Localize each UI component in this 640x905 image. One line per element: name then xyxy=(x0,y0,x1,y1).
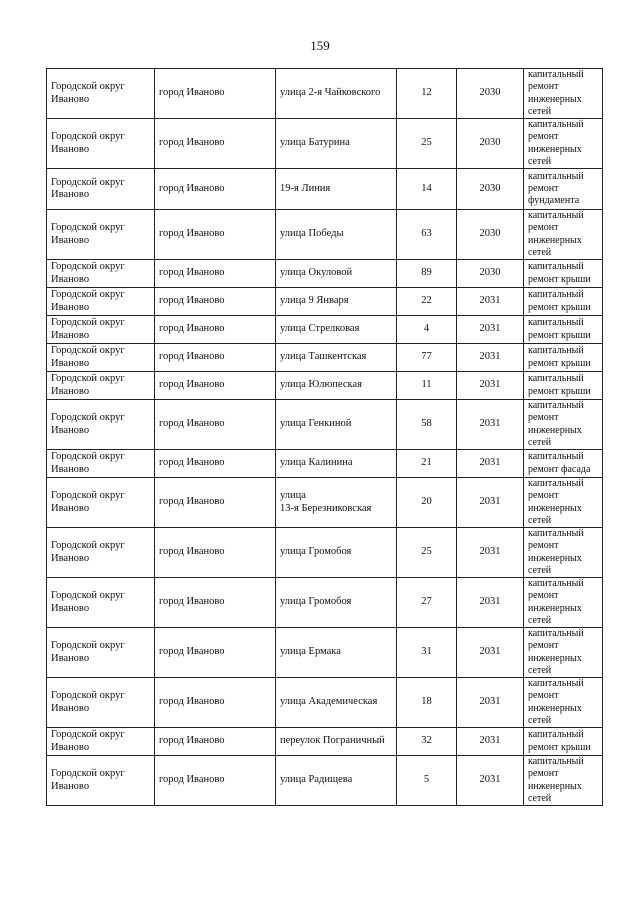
house-number-cell: 20 xyxy=(397,478,457,528)
table-row xyxy=(47,288,603,316)
city-cell: город Иваново xyxy=(155,260,276,288)
street-line: улица Генкиной xyxy=(280,418,352,430)
street-cell xyxy=(276,478,397,528)
street-cell xyxy=(276,756,397,806)
city-cell: город Иваново xyxy=(155,288,276,316)
municipality-cell: Городской округ Иваново xyxy=(47,372,155,400)
house-number-cell: 14 xyxy=(397,169,457,210)
work-type-cell: капитальный ремонт инженерных сетей xyxy=(524,69,603,119)
work-type-cell: капитальный ремонт инженерных сетей xyxy=(524,528,603,578)
work-type-cell: капитальный ремонт крыши xyxy=(524,288,603,316)
city-cell: город Иваново xyxy=(155,756,276,806)
street-line: улица Громобоя xyxy=(280,546,352,558)
year-cell: 2031 xyxy=(457,628,524,678)
year-cell: 2030 xyxy=(457,210,524,260)
municipality-cell: Городской округ Иваново xyxy=(47,478,155,528)
municipality-cell: Городской округ Иваново xyxy=(47,678,155,728)
street-cell xyxy=(276,728,397,756)
work-type-cell: капитальный ремонт инженерных сетей xyxy=(524,119,603,169)
street-cell xyxy=(276,450,397,478)
street-cell xyxy=(276,316,397,344)
municipality-cell: Городской округ Иваново xyxy=(47,578,155,628)
city-cell: город Иваново xyxy=(155,678,276,728)
table-row xyxy=(47,372,603,400)
house-number-cell: 11 xyxy=(397,372,457,400)
house-number-cell: 12 xyxy=(397,69,457,119)
house-number-cell: 25 xyxy=(397,528,457,578)
house-number-cell: 31 xyxy=(397,628,457,678)
table-row xyxy=(47,316,603,344)
municipality-cell: Городской округ Иваново xyxy=(47,210,155,260)
street-cell xyxy=(276,210,397,260)
municipality-cell: Городской округ Иваново xyxy=(47,528,155,578)
year-cell: 2030 xyxy=(457,260,524,288)
municipality-cell: Городской округ Иваново xyxy=(47,344,155,372)
work-type-cell: капитальный ремонт инженерных сетей xyxy=(524,756,603,806)
year-cell: 2031 xyxy=(457,528,524,578)
table-row xyxy=(47,260,603,288)
municipality-cell: Городской округ Иваново xyxy=(47,316,155,344)
municipality-cell: Городской округ Иваново xyxy=(47,119,155,169)
street-line: улица Победы xyxy=(280,228,344,240)
house-number-cell: 21 xyxy=(397,450,457,478)
street-cell xyxy=(276,69,397,119)
house-number-cell: 63 xyxy=(397,210,457,260)
street-cell xyxy=(276,628,397,678)
street-cell xyxy=(276,344,397,372)
street-line: улица Ермака xyxy=(280,646,341,658)
street-cell xyxy=(276,119,397,169)
year-cell: 2031 xyxy=(457,316,524,344)
year-cell: 2031 xyxy=(457,678,524,728)
municipality-cell: Городской округ Иваново xyxy=(47,400,155,450)
city-cell: город Иваново xyxy=(155,528,276,578)
street-cell xyxy=(276,288,397,316)
table-row xyxy=(47,678,603,728)
city-cell: город Иваново xyxy=(155,478,276,528)
work-type-cell: капитальный ремонт крыши xyxy=(524,260,603,288)
table-row xyxy=(47,400,603,450)
street-line: улица Академическая xyxy=(280,696,378,708)
table-row xyxy=(47,628,603,678)
city-cell: город Иваново xyxy=(155,316,276,344)
street-cell xyxy=(276,578,397,628)
table-row xyxy=(47,578,603,628)
table-row xyxy=(47,478,603,528)
year-cell: 2031 xyxy=(457,288,524,316)
street-line: улица Окуловой xyxy=(280,267,353,279)
table-row xyxy=(47,210,603,260)
street-cell xyxy=(276,169,397,210)
municipality-cell: Городской округ Иваново xyxy=(47,169,155,210)
work-type-cell: капитальный ремонт крыши xyxy=(524,344,603,372)
street-line: улица Радищева xyxy=(280,774,353,786)
house-number-cell: 27 xyxy=(397,578,457,628)
house-number-cell: 22 xyxy=(397,288,457,316)
city-cell: город Иваново xyxy=(155,169,276,210)
city-cell: город Иваново xyxy=(155,119,276,169)
table-row xyxy=(47,756,603,806)
street-line: улица 2-я Чайковского xyxy=(280,87,381,99)
municipality-cell: Городской округ Иваново xyxy=(47,756,155,806)
street-cell xyxy=(276,528,397,578)
street-line: улица xyxy=(280,490,306,502)
house-number-cell: 18 xyxy=(397,678,457,728)
street-line: улица Калинина xyxy=(280,457,353,469)
city-cell: город Иваново xyxy=(155,628,276,678)
municipality-cell: Городской округ Иваново xyxy=(47,69,155,119)
year-cell: 2030 xyxy=(457,169,524,210)
house-number-cell: 77 xyxy=(397,344,457,372)
year-cell: 2031 xyxy=(457,728,524,756)
work-type-cell: капитальный ремонт фундамента xyxy=(524,169,603,210)
street-cell xyxy=(276,678,397,728)
house-number-cell: 25 xyxy=(397,119,457,169)
municipality-cell: Городской округ Иваново xyxy=(47,260,155,288)
street-cell xyxy=(276,260,397,288)
table-row xyxy=(47,119,603,169)
street-line: переулок Пограничный xyxy=(280,735,385,747)
street-line: 19-я Линия xyxy=(280,182,331,194)
year-cell: 2031 xyxy=(457,756,524,806)
work-type-cell: капитальный ремонт инженерных сетей xyxy=(524,478,603,528)
city-cell: город Иваново xyxy=(155,210,276,260)
year-cell: 2030 xyxy=(457,69,524,119)
street-line: улица Стрелковая xyxy=(280,323,360,335)
street-line: улица Ташкентская xyxy=(280,351,367,363)
municipality-cell: Городской округ Иваново xyxy=(47,288,155,316)
year-cell: 2031 xyxy=(457,578,524,628)
work-type-cell: капитальный ремонт крыши xyxy=(524,372,603,400)
page-number: 159 xyxy=(310,38,330,53)
work-type-cell: капитальный ремонт фасада xyxy=(524,450,603,478)
year-cell: 2031 xyxy=(457,400,524,450)
city-cell: город Иваново xyxy=(155,344,276,372)
table-row xyxy=(47,69,603,119)
house-number-cell: 5 xyxy=(397,756,457,806)
work-type-cell: капитальный ремонт крыши xyxy=(524,316,603,344)
street-line: улица Юлюпеская xyxy=(280,379,362,391)
work-type-cell: капитальный ремонт инженерных сетей xyxy=(524,628,603,678)
street-line: улица 9 Января xyxy=(280,295,349,307)
table-row xyxy=(47,528,603,578)
table-row xyxy=(47,344,603,372)
city-cell: город Иваново xyxy=(155,728,276,756)
city-cell: город Иваново xyxy=(155,578,276,628)
work-type-cell: капитальный ремонт инженерных сетей xyxy=(524,210,603,260)
municipality-cell: Городской округ Иваново xyxy=(47,628,155,678)
city-cell: город Иваново xyxy=(155,69,276,119)
work-type-cell: капитальный ремонт инженерных сетей xyxy=(524,578,603,628)
table-row xyxy=(47,169,603,210)
house-number-cell: 89 xyxy=(397,260,457,288)
municipality-cell: Городской округ Иваново xyxy=(47,450,155,478)
year-cell: 2031 xyxy=(457,344,524,372)
year-cell: 2031 xyxy=(457,450,524,478)
table-row xyxy=(47,450,603,478)
year-cell: 2030 xyxy=(457,119,524,169)
street-line: улица Громобоя xyxy=(280,596,352,608)
city-cell: город Иваново xyxy=(155,450,276,478)
city-cell: город Иваново xyxy=(155,400,276,450)
year-cell: 2031 xyxy=(457,478,524,528)
city-cell: город Иваново xyxy=(155,372,276,400)
work-type-cell: капитальный ремонт инженерных сетей xyxy=(524,400,603,450)
work-type-cell: капитальный ремонт инженерных сетей xyxy=(524,678,603,728)
municipality-cell: Городской округ Иваново xyxy=(47,728,155,756)
street-cell xyxy=(276,400,397,450)
housing-repair-table xyxy=(46,68,603,806)
street-line: улица Батурина xyxy=(280,137,350,149)
table-row xyxy=(47,728,603,756)
street-line: 13-я Березниковская xyxy=(280,502,372,514)
work-type-cell: капитальный ремонт крыши xyxy=(524,728,603,756)
table-body xyxy=(47,69,603,806)
year-cell: 2031 xyxy=(457,372,524,400)
street-cell xyxy=(276,372,397,400)
house-number-cell: 4 xyxy=(397,316,457,344)
house-number-cell: 58 xyxy=(397,400,457,450)
house-number-cell: 32 xyxy=(397,728,457,756)
